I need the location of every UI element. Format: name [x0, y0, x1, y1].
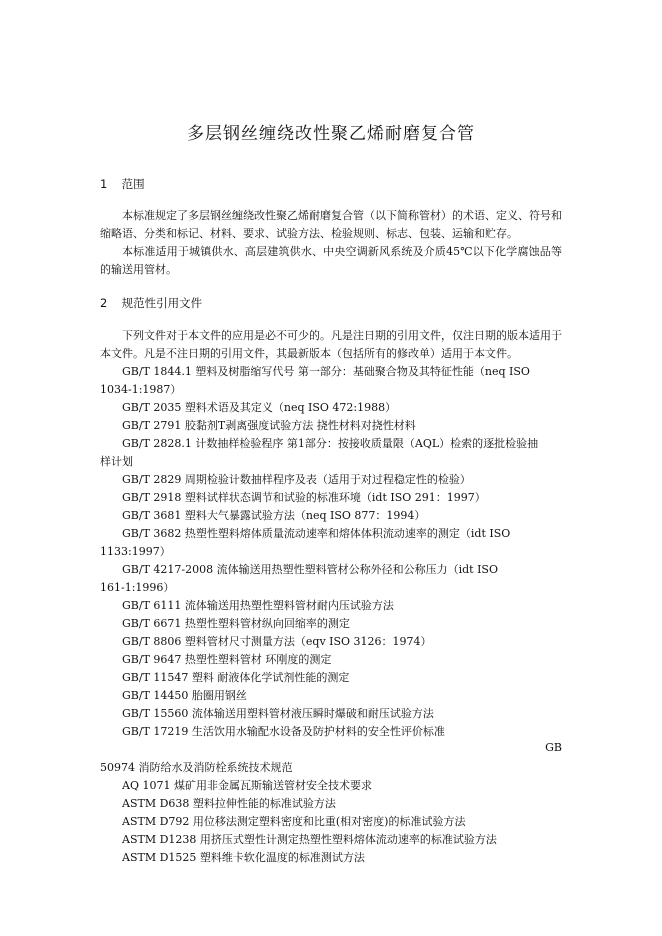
document-title: 多层钢丝缠绕改性聚乙烯耐磨复合管: [187, 124, 475, 144]
reference-item-cont: 样计划: [100, 455, 133, 468]
reference-item: GB/T 2791 胶黏剂T剥离强度试验方法 挠性材料对挠性材料: [122, 419, 416, 432]
reference-item-cont: 1133:1997）: [100, 545, 171, 558]
section-1-title: 范围: [121, 177, 145, 191]
reference-item: GB/T 11547 塑料 耐液体化学试剂性能的测定: [122, 671, 350, 684]
reference-item: GB/T 17219 生活饮用水输配水设备及防护材料的安全性评价标准: [122, 725, 445, 738]
reference-item: GB/T 8806 塑料管材尺寸测量方法（eqv ISO 3126：1974）: [122, 635, 432, 648]
reference-item: ASTM D792 用位移法测定塑料密度和比重(相对密度)的标准试验方法: [122, 815, 466, 828]
section-1-heading: [100, 176, 145, 192]
reference-item: GB/T 2829 周期检验计数抽样程序及表（适用于对过程稳定性的检验）: [122, 473, 471, 486]
reference-item: AQ 1071 煤矿用非金属瓦斯输送管材安全技术要求: [122, 779, 372, 792]
section-1-number: 1: [100, 177, 108, 191]
reference-item: ASTM D1238 用挤压式塑性计测定热塑性塑料熔体流动速率的标准试验方法: [122, 833, 497, 846]
reference-item: GB/T 2828.1 计数抽样检验程序 第1部分：按接收质量限（AQL）检索的逐批检验抽: [122, 437, 539, 450]
reference-item: GB/T 3682 热塑性塑料熔体质量流动速率和熔体体积流动速率的测定（idt ISO: [122, 527, 511, 540]
reference-item: GB/T 2918 塑料试样状态调节和试验的标准环境（idt ISO 291：1997）: [122, 491, 486, 504]
reference-item: ASTM D1525 塑料维卡软化温度的标准测试方法: [122, 851, 365, 864]
reference-item: GB/T 1844.1 塑料及树脂缩写代号 第一部分：基础聚合物及其特征性能（neq ISO: [122, 365, 530, 378]
reference-item: GB/T 15560 流体输送用塑料管材液压瞬时爆破和耐压试验方法: [122, 707, 434, 720]
section-2-number: 2: [100, 296, 108, 310]
section-1-paragraph-1: 本标准规定了多层钢丝缠绕改性聚乙烯耐磨复合管（以下简称管材）的术语、定义、符号和缩略语、分类和标记、材料、要求、试验方法、检验规则、标志、包装、运输和贮存。: [100, 209, 562, 240]
reference-item: GB/T 9647 热塑性塑料管材 环刚度的测定: [122, 653, 332, 666]
reference-item: GB/T 3681 塑料大气暴露试验方法（neq ISO 877：1994）: [122, 509, 426, 522]
reference-item-cont: 161-1:1996）: [100, 581, 175, 594]
reference-item: GB/T 4217-2008 流体输送用热塑性塑料管材公称外径和公称压力（idt ISO: [122, 563, 498, 576]
reference-item: GB/T 6671 热塑性塑料管材纵向回缩率的测定: [122, 617, 350, 630]
section-2-heading: [100, 295, 202, 311]
reference-item: GB/T 14450 胎圈用钢丝: [122, 689, 247, 702]
reference-item-cont: 1034-1:1987）: [100, 383, 182, 396]
reference-item: GB/T 2035 塑料术语及其定义（neq ISO 472:1988）: [122, 401, 397, 414]
section-2-title: 规范性引用文件: [121, 296, 203, 310]
section-2-intro: 下列文件对于本文件的应用是必不可少的。凡是注日期的引用文件，仅注日期的版本适用于本文件。凡是不注日期的引用文件，其最新版本（包括所有的修改单）适用于本文件。: [100, 329, 562, 360]
reference-gb-prefix: GB: [545, 741, 562, 754]
reference-item: ASTM D638 塑料拉伸性能的标准试验方法: [122, 797, 336, 810]
section-1-paragraph-2: 本标准适用于城镇供水、高层建筑供水、中央空调新风系统及介质45℃以下化学腐蚀品等的输送用管材。: [100, 245, 562, 276]
reference-item-cont: 50974 消防给水及消防栓系统技术规范: [100, 761, 293, 774]
reference-item: GB/T 6111 流体输送用热塑性塑料管材耐内压试验方法: [122, 599, 394, 612]
